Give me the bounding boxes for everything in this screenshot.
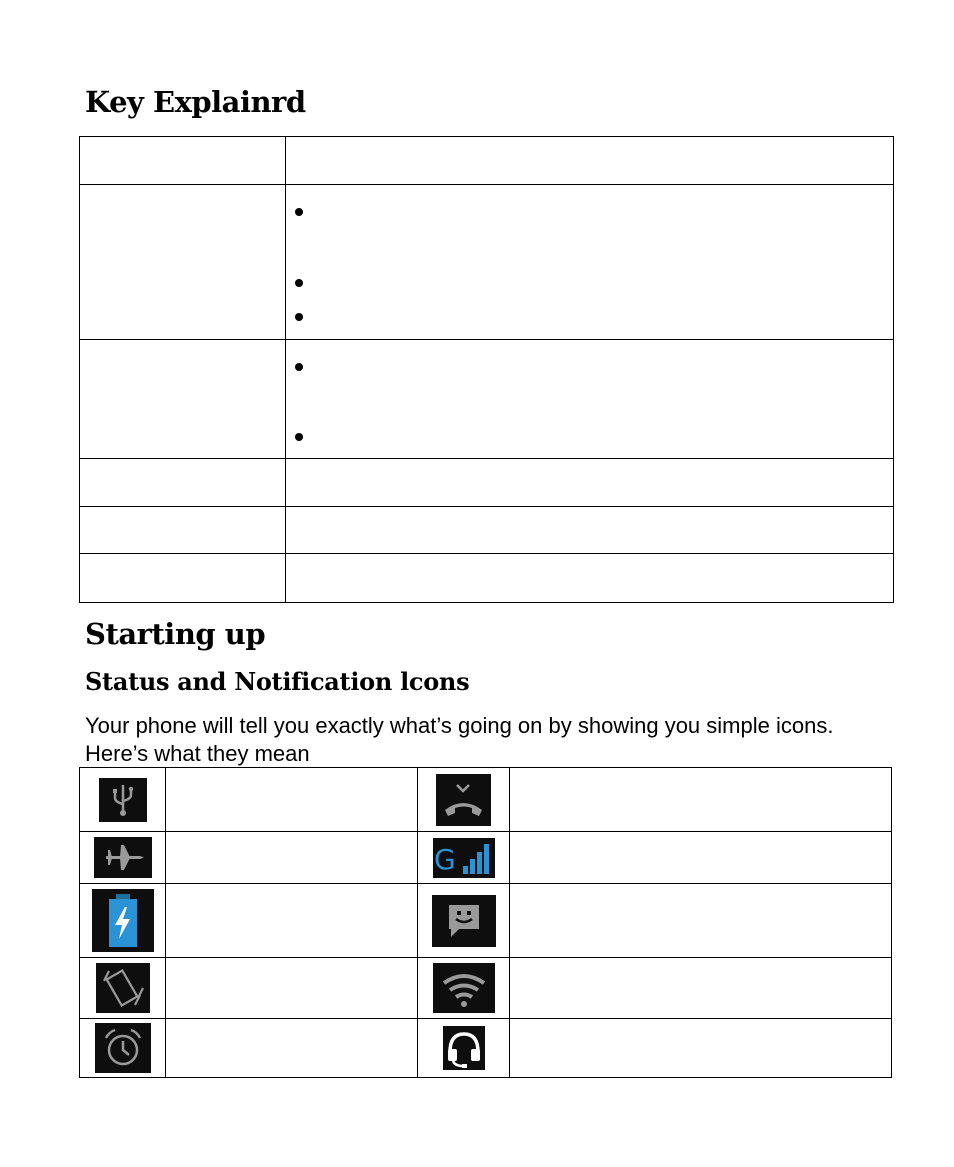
missed-call-icon — [436, 774, 491, 826]
key-cell — [80, 507, 286, 554]
status-icons-heading: Status and Notification lcons — [85, 667, 470, 696]
key-row — [80, 137, 894, 185]
icon-row — [80, 958, 892, 1019]
icon-cell — [80, 832, 166, 884]
icon-cell — [418, 958, 510, 1019]
bullet — [295, 279, 303, 287]
alarm-icon — [95, 1023, 151, 1073]
icon-cell — [418, 1019, 510, 1078]
bullet — [295, 433, 303, 441]
key-row — [80, 507, 894, 554]
icon-cell — [418, 832, 510, 884]
description-cell — [286, 459, 894, 507]
intro-paragraph: Your phone will tell you exactly what’s going on by showing you simple icons. Here’s what they mean — [85, 713, 834, 766]
icon-description — [510, 1019, 892, 1078]
gprs-signal-icon — [433, 838, 495, 878]
new-message-icon — [432, 895, 496, 947]
bullet — [295, 313, 303, 321]
description-cell — [286, 507, 894, 554]
key-row — [80, 554, 894, 603]
key-explained-heading: Key Explainrd — [85, 85, 306, 119]
icon-description — [166, 1019, 418, 1078]
icon-cell — [418, 768, 510, 832]
key-cell — [80, 459, 286, 507]
icon-row — [80, 884, 892, 958]
icon-row — [80, 832, 892, 884]
description-cell — [286, 340, 894, 459]
key-table — [79, 136, 894, 603]
airplane-mode-icon — [94, 837, 152, 878]
headset-icon — [443, 1026, 485, 1070]
icon-cell — [80, 768, 166, 832]
icon-cell — [80, 884, 166, 958]
bullet — [295, 363, 303, 371]
icon-description — [166, 958, 418, 1019]
icon-description — [166, 884, 418, 958]
description-cell — [286, 554, 894, 603]
icon-table — [79, 767, 892, 1078]
starting-up-heading: Starting up — [85, 617, 266, 651]
icon-description — [510, 768, 892, 832]
vibrate-icon — [96, 963, 150, 1013]
svg-text:G: G — [433, 842, 456, 876]
key-cell — [80, 554, 286, 603]
wifi-icon — [433, 963, 495, 1013]
icon-row — [80, 1019, 892, 1078]
key-cell — [80, 340, 286, 459]
icon-cell — [80, 1019, 166, 1078]
description-cell — [286, 137, 894, 185]
key-cell — [80, 185, 286, 340]
icon-description — [510, 958, 892, 1019]
battery-charging-icon — [92, 889, 154, 952]
key-cell — [80, 137, 286, 185]
bullet — [295, 208, 303, 216]
icon-cell — [418, 884, 510, 958]
icon-cell — [80, 958, 166, 1019]
icon-description — [166, 832, 418, 884]
description-cell — [286, 185, 894, 340]
key-row — [80, 340, 894, 459]
icon-description — [166, 768, 418, 832]
icon-row — [80, 768, 892, 832]
usb-icon — [99, 778, 147, 822]
icon-description — [510, 884, 892, 958]
key-row — [80, 185, 894, 340]
key-row — [80, 459, 894, 507]
icon-description — [510, 832, 892, 884]
